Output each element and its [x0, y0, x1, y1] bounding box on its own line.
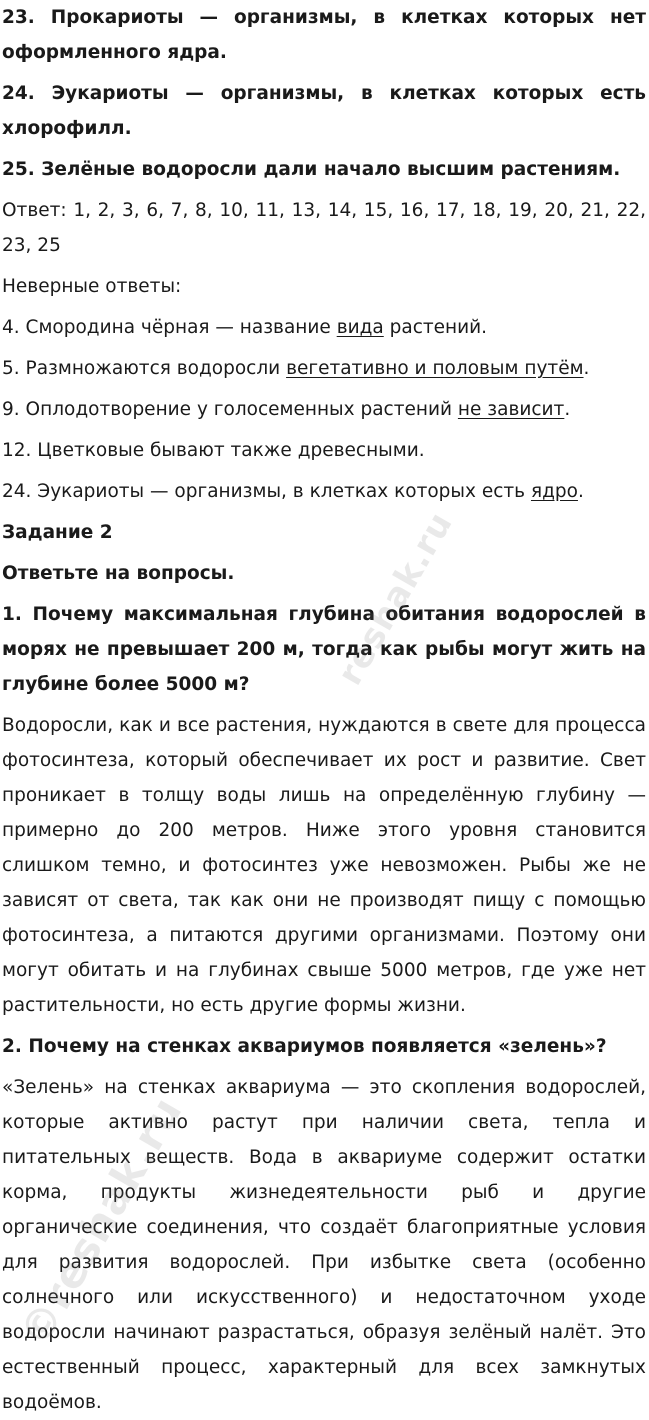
answer-2: «Зелень» на стенках аквариума — это скопления водорослей, которые активно растут при наличии света, тепла и питательных веществ. Вода в аквариуме содержит остатки корма, продукты жизнедеятельности рыб и другие органические соединения, что создаёт благоприятные условия для развития водорослей. При избытке света (особенно солнечного или искусственного) и недостаточном уходе водоросли начинают разрастаться, образуя зелёный налёт. Это естественный процесс, характерный для всех замкнутых водоёмов.	[2, 1077, 646, 1413]
wrong-answer-text-end: .	[577, 481, 584, 502]
watermark-logo: reshak.ru	[330, 505, 462, 692]
wrong-answer-text: 4. Смородина чёрная — название	[2, 317, 337, 338]
answer-1: Водоросли, как и все растения, нуждаются в свете для процесса фотосинтеза, который обеспечивает их рост и развитие. Свет проникает в толщу воды лишь на определённую глубину — примерно до 200 метров. Ниже этого уровня становится слишком темно, и фотосинтез уже невозможен. Рыбы же не зависят от света, так как они не производят пищу с помощью фотосинтеза, а питаются другими организмами. Поэтому они могут обитать и на глубинах свыше 5000 метров, где уже нет растительности, но есть другие формы жизни.	[2, 715, 646, 1016]
wrong-answer-underlined: вида	[336, 317, 384, 338]
answer-line: Ответ: 1, 2, 3, 6, 7, 8, 10, 11, 13, 14, 15, 16, 17, 18, 19, 20, 21, 22, 23, 25	[2, 200, 646, 256]
wrong-answer-4	[2, 310, 646, 345]
wrong-answer-12	[2, 433, 646, 468]
wrong-answers-title: Неверные ответы:	[2, 276, 182, 297]
statement-23: 23. Прокариоты — организмы, в клетках которых нет оформленного ядра.	[2, 7, 646, 63]
task-2-subtitle: Ответьте на вопросы.	[2, 563, 235, 584]
wrong-answer-text: 24. Эукариоты — организмы, в клетках которых есть	[2, 481, 531, 502]
wrong-answer-24	[2, 474, 646, 509]
watermark-logo-bottom: ©reshak.ru	[10, 1088, 192, 1355]
wrong-answer-underlined: ядро	[530, 481, 578, 502]
wrong-answer-9	[2, 392, 646, 427]
wrong-answer-5	[2, 351, 646, 386]
statement-24: 24. Эукариоты — организмы, в клетках которых есть хлорофилл.	[2, 83, 646, 139]
wrong-answer-underlined: вегетативно и половым путём	[286, 358, 584, 379]
statement-25: 25. Зелёные водоросли дали начало высшим растениям.	[2, 159, 621, 180]
question-2: 2. Почему на стенках аквариумов появляется «зелень»?	[2, 1036, 607, 1057]
task-2-title: Задание 2	[2, 522, 113, 543]
wrong-answer-text: 5. Размножаются водоросли	[2, 358, 287, 379]
wrong-answer-text-end: .	[564, 399, 571, 420]
wrong-answer-text: 12. Цветковые бывают также древесными.	[2, 440, 425, 461]
wrong-answer-text-end: .	[583, 358, 590, 379]
wrong-answer-text: 9. Оплодотворение у голосеменных растений	[2, 399, 458, 420]
wrong-answer-underlined: не зависит	[457, 399, 565, 420]
question-1: 1. Почему максимальная глубина обитания водорослей в морях не превышает 200 м, тогда как рыбы могут жить на глубине более 5000 м?	[2, 604, 646, 695]
wrong-answer-text-end: растений.	[383, 317, 488, 338]
